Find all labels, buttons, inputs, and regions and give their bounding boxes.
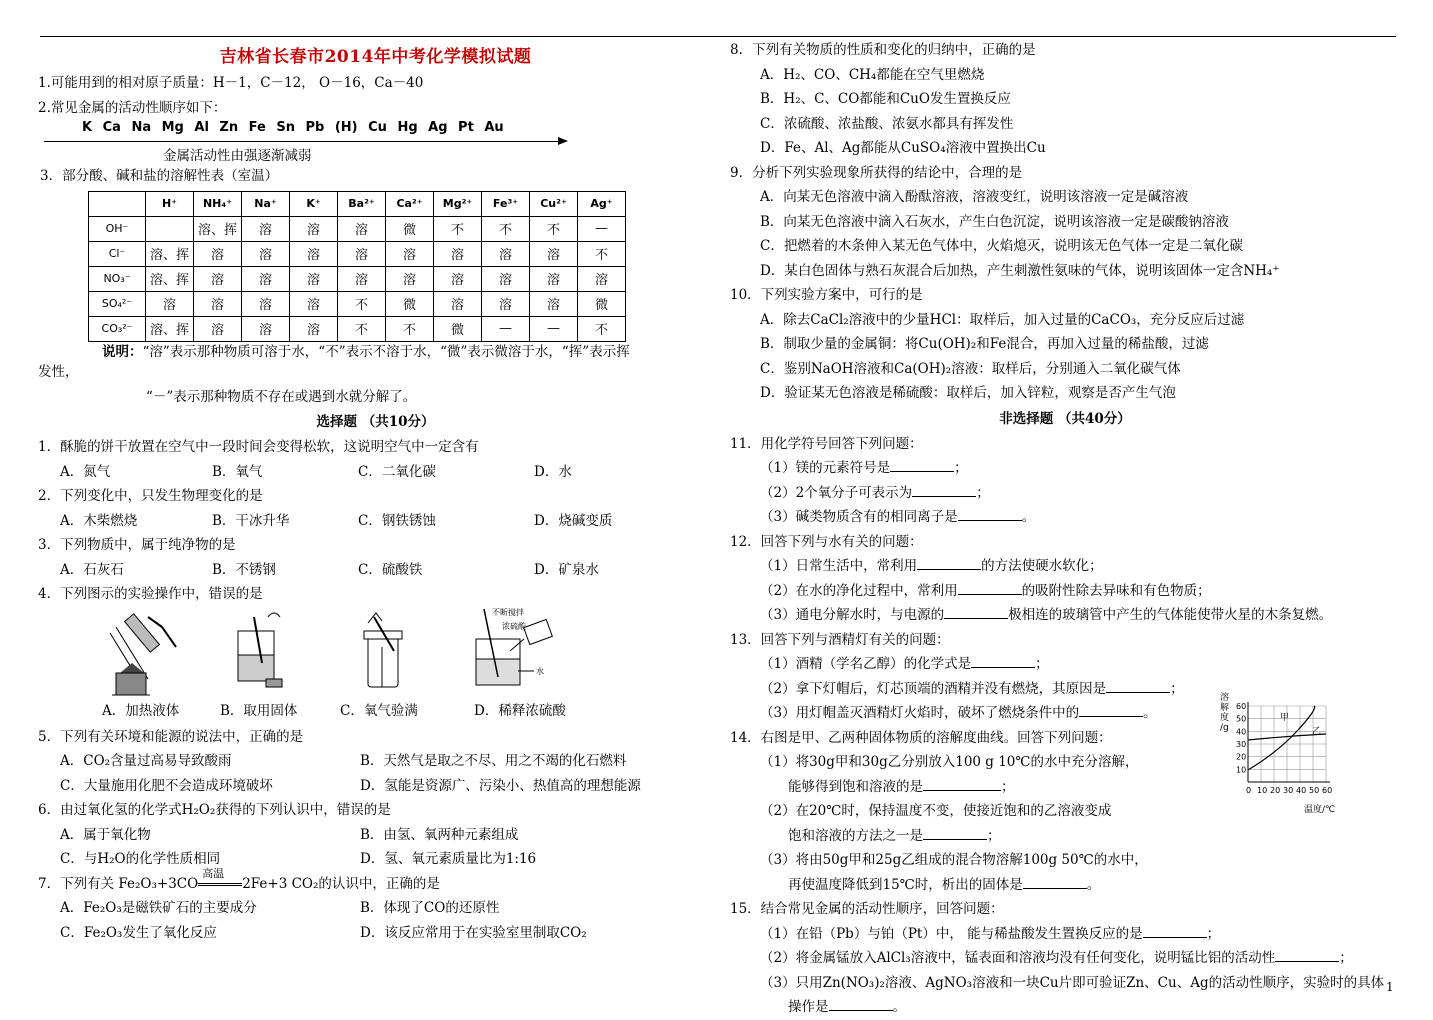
question-14-part-1b: 能够得到饱和溶液的是 ； <box>730 775 1400 800</box>
question-15-part-3a: （3）只用Zn(NO₃)₂溶液、AgNO₃溶液和一块Cu片即可验证Zn、Cu、Ag的活动性顺序，实验时的具体 <box>760 974 1385 991</box>
question-10-option-d: D．验证某无色溶液是稀硫酸：取样后，加入锌粒，观察是否产生气泡 <box>760 385 1176 401</box>
table-cell: 溶 <box>434 241 482 266</box>
table-cell: 溶 <box>482 266 530 291</box>
option-a: A．Fe₂O₃是磁铁矿石的主要成分 <box>60 900 257 916</box>
question-14-part-2a: （2）在20℃时，保持温度不变，使接近饱和的乙溶液变成 <box>760 803 1112 819</box>
q7-stem-part-b: 2Fe+3 CO₂的认识中，正确的是 <box>242 875 440 892</box>
answer-blank[interactable] <box>1106 678 1170 693</box>
question-12-part-2 <box>730 579 1400 604</box>
label-acid: 浓硫酸 <box>502 621 526 631</box>
q12-part-2-text-b: 的吸附性除去异味和有色物质； <box>1021 582 1211 599</box>
label-water: 水 <box>536 666 544 676</box>
q13-part-3-text: （3）用灯帽盖灭酒精灯火焰时，破坏了燃烧条件中的 <box>760 705 1080 721</box>
label-stirring: 不断搅拌 <box>492 607 524 617</box>
question-7-options-row-1 <box>38 896 713 921</box>
question-4-stem: 4．下列图示的实验操作中，错误的是 <box>38 586 263 602</box>
answer-blank[interactable] <box>958 506 1022 521</box>
reaction-condition <box>198 866 242 897</box>
table-cell: 溶 <box>338 216 386 241</box>
question-11-stem: 11．用化学符号回答下列问题： <box>730 435 923 452</box>
q14-part-2b-text: 饱和溶液的方法之一是 <box>788 827 923 844</box>
table-cell: 溶 <box>194 266 242 291</box>
table-header-row <box>89 191 626 216</box>
question-5-options-row-2 <box>38 774 713 799</box>
question-11-part-2: （2）2个氧分子可表示为 ； <box>730 481 1400 506</box>
table-cell: 微 <box>386 216 434 241</box>
y-tick: 10 <box>1236 765 1247 775</box>
q14-part-3b-text: 再使温度降低到15℃时，析出的固体是 <box>788 876 1023 893</box>
table-cell: 溶 <box>578 266 626 291</box>
question-15-part-3b: 操作是 。 <box>730 995 1400 1020</box>
question-13-part-3: （3）用灯帽盖灭酒精灯火焰时，破坏了燃烧条件中的 。 <box>730 701 1400 726</box>
table-cell: 溶 <box>146 291 194 316</box>
table-header-cell: Ca²⁺ <box>386 191 434 216</box>
q12-part-1-text-a: （1）日常生活中，常利用 <box>760 558 918 574</box>
table-header-cell <box>89 191 146 216</box>
table-cell: 微 <box>578 291 626 316</box>
table-cell: 不 <box>578 241 626 266</box>
table-cell <box>146 216 194 241</box>
table-cell: 溶 <box>530 266 578 291</box>
question-15-stem: 15．结合常见金属的活动性顺序，回答问题： <box>730 901 1004 917</box>
question-12-part-1 <box>730 554 1400 579</box>
answer-blank[interactable] <box>1023 874 1087 889</box>
table-cell: 不 <box>338 291 386 316</box>
q15-part-3b-text: 操作是 <box>788 999 829 1015</box>
graph-ylabel-1: 溶 <box>1220 693 1230 703</box>
section-heading-nonchoice: 非选择题 （共40分） <box>999 410 1131 427</box>
table-note-line-2: 发性， <box>38 364 79 380</box>
option-c: C．二氧化碳 <box>358 463 436 480</box>
question-9-option-b: B．向某无色溶液中滴入石灰水，产生白色沉淀，说明该溶液一定是碳酸钠溶液 <box>760 213 1229 230</box>
taking-solid-figure <box>228 607 298 699</box>
table-cell: — <box>530 316 578 341</box>
table-header-cell: Na⁺ <box>242 191 290 216</box>
diluting-acid-figure <box>468 607 578 699</box>
table-cell: 溶 <box>242 241 290 266</box>
table-cell: 溶 <box>290 266 338 291</box>
question-11-part-3: （3）碱类物质含有的相同离子是 。 <box>730 505 1400 530</box>
q11-part-3-text: （3）碱类物质含有的相同离子是 <box>760 509 958 525</box>
table-cell: 溶 <box>386 266 434 291</box>
table-cell: 溶 <box>194 241 242 266</box>
answer-blank[interactable] <box>971 653 1035 668</box>
table-cell: 溶 <box>338 266 386 291</box>
option-a: A．氮气 <box>60 463 111 480</box>
option-d: D．氢能是资源广、污染小、热值高的理想能源 <box>360 777 641 794</box>
metal-activity-series <box>38 120 713 164</box>
question-8-option-b: B．H₂、C、CO都能和CuO发生置换反应 <box>760 91 1011 107</box>
answer-blank[interactable] <box>890 457 954 472</box>
q14-part-1b-text: 能够得到饱和溶液的是 <box>788 778 923 795</box>
series-arrow-line <box>44 141 564 142</box>
table-cell: 溶 <box>338 241 386 266</box>
question-8-stem: 8．下列有关物质的性质和变化的归纳中，正确的是 <box>730 42 1036 58</box>
question-3-stem: 3．下列物质中，属于纯净物的是 <box>38 537 236 553</box>
graph-xlabel: 温度/℃ <box>1304 805 1336 815</box>
solubility-curve-graph <box>1218 690 1378 816</box>
question-10-option-b: B．制取少量的金属铜：将Cu(OH)₂和Fe混合，再加入过量的稀盐酸，过滤 <box>760 336 1209 352</box>
table-cell: 溶 <box>434 266 482 291</box>
table-cell: 微 <box>434 316 482 341</box>
q12-part-1-text-b: 的方法使硬水软化； <box>981 558 1103 574</box>
question-14-part-3a: （3）将由50g甲和25g乙组成的混合物溶解100g 50℃的水中， <box>760 852 1148 868</box>
table-cell: 不 <box>530 216 578 241</box>
question-13-part-1: （1）酒精（学名乙醇）的化学式是 ； <box>730 652 1400 677</box>
table-cell: 溶、挥 <box>146 241 194 266</box>
question-9-option-d: D．某白色固体与熟石灰混合后加热，产生刺激性氨味的气体，说明该固体一定含NH₄⁺ <box>760 262 1280 279</box>
table-header-cell: K⁺ <box>290 191 338 216</box>
table-header-cell: H⁺ <box>146 191 194 216</box>
answer-blank[interactable] <box>917 555 981 570</box>
oxygen-check-figure <box>354 607 414 699</box>
q12-part-3-text-b: 极相连的玻璃管中产生的气体能使带火星的木条复燃。 <box>1008 607 1333 623</box>
table-header-cell: Ag⁺ <box>578 191 626 216</box>
table-cell: 溶 <box>386 241 434 266</box>
question-7-options-row-2 <box>38 921 713 946</box>
metal-series-text: K Ca Na Mg Al Zn Fe Sn Pb (H) Cu Hg Ag Pt Au <box>82 120 504 135</box>
table-cell: 溶 <box>530 291 578 316</box>
y-tick: 20 <box>1236 752 1247 762</box>
question-14-part-3b: 再使温度降低到15℃时，析出的固体是 。 <box>730 873 1400 898</box>
table-row-header: NO₃⁻ <box>89 266 146 291</box>
table-cell: 溶 <box>434 291 482 316</box>
q12-part-3-text-a: （3）通电分解水时，与电源的 <box>760 607 945 623</box>
table-cell: 溶 <box>242 216 290 241</box>
q15-part-2-text: （2）将金属锰放入AlCl₃溶液中，锰表面和溶液均没有任何变化，说明锰比铝的活动性 <box>760 950 1276 966</box>
table-row-header: Cl⁻ <box>89 241 146 266</box>
question-9-option-a: A．向某无色溶液中滴入酚酞溶液，溶液变红，说明该溶液一定是碱溶液 <box>760 189 1189 205</box>
x-tick: 20 <box>1270 786 1281 795</box>
graph-ylabel-4: /g <box>1220 723 1229 733</box>
table-cell: 溶 <box>290 316 338 341</box>
table-row <box>89 241 626 266</box>
table-header-cell: Fe³⁺ <box>482 191 530 216</box>
table-cell: 溶 <box>290 241 338 266</box>
option-c: C．Fe₂O₃发生了氧化反应 <box>60 924 217 941</box>
table-row <box>89 266 626 291</box>
table-cell: 溶 <box>242 266 290 291</box>
q15-part-1-text: （1）在铅（Pb）与铂（Pt）中， 能与稀盐酸发生置换反应的是 <box>760 925 1143 942</box>
table-cell: 溶 <box>242 291 290 316</box>
question-14-stem: 14．右图是甲、乙两种固体物质的溶解度曲线。回答下列问题： <box>730 729 1112 746</box>
table-cell: 溶 <box>482 291 530 316</box>
y-tick: 60 <box>1236 702 1247 711</box>
option-c: C．与H₂O的化学性质相同 <box>60 851 221 867</box>
q11-part-2-text: （2）2个氧分子可表示为 <box>760 484 913 501</box>
answer-blank[interactable] <box>1079 702 1143 717</box>
question-4-figures <box>38 607 713 725</box>
option-b: B．氧气 <box>212 463 263 480</box>
q7-stem-part-a: 7．下列有关 Fe₂O₃+3CO <box>38 875 199 892</box>
option-c: C．硫酸铁 <box>358 561 423 578</box>
x-tick: 60 <box>1322 786 1333 795</box>
note-text-1: “溶”表示那种物质可溶于水，“不”表示不溶于水，“微”表示微溶于水，“挥”表示挥 <box>142 343 630 360</box>
table-cell: 不 <box>482 216 530 241</box>
question-15-part-1: （1）在铅（Pb）与铂（Pt）中， 能与稀盐酸发生置换反应的是 ； <box>730 922 1400 947</box>
table-cell: 溶、挥 <box>194 216 242 241</box>
page-title: 吉林省长春市2014年中考化学模拟试题 <box>219 47 532 67</box>
graph-ylabel-3: 度 <box>1220 713 1230 723</box>
table-row-header: SO₄²⁻ <box>89 291 146 316</box>
table-row <box>89 316 626 341</box>
question-3-options <box>38 558 713 583</box>
table-header-cell: Cu²⁺ <box>530 191 578 216</box>
figure-caption-c: C．氧气验满 <box>340 702 418 719</box>
option-b: B．干冰升华 <box>212 512 290 529</box>
q12-part-2-text-a: （2）在水的净化过程中，常利用 <box>760 582 958 599</box>
table-note-line-1 <box>38 340 713 365</box>
question-12-part-3 <box>730 603 1400 628</box>
answer-blank[interactable] <box>944 604 1008 619</box>
answer-blank[interactable] <box>923 776 1001 791</box>
x-tick: 50 <box>1309 786 1320 795</box>
table-note-line-3: “－”表示那种物质不存在或遇到水就分解了。 <box>146 388 417 405</box>
question-8-option-d: D．Fe、Al、Ag都能从CuSO₄溶液中置换出Cu <box>760 140 1046 156</box>
table-cell: 不 <box>338 316 386 341</box>
answer-blank[interactable] <box>829 996 893 1011</box>
q11-part-1-text: （1）镁的元素符号是 <box>760 460 891 476</box>
reaction-condition-label: 高温 <box>202 866 225 880</box>
intro-line-1: 1.可能用到的相对原子质量：H－1，C－12， O－16，Ca－40 <box>38 75 424 91</box>
option-a: A．属于氧化物 <box>60 826 151 843</box>
q13-part-1-text: （1）酒精（学名乙醇）的化学式是 <box>760 656 972 672</box>
option-c: C．钢铁锈蚀 <box>358 512 436 529</box>
x-tick: 40 <box>1296 786 1307 795</box>
solubility-table <box>88 191 626 342</box>
question-14-part-1a: （1）将30g甲和30g乙分别放入100 g 10℃的水中充分溶解， <box>760 754 1139 770</box>
question-12-stem: 12．回答下列与水有关的问题： <box>730 533 923 550</box>
question-8-option-a: A．H₂、CO、CH₄都能在空气里燃烧 <box>760 66 985 83</box>
question-10-stem: 10．下列实验方案中，可行的是 <box>730 287 923 303</box>
graph-y-ticks <box>1236 702 1246 774</box>
section-heading-choice: 选择题 （共10分） <box>316 414 435 430</box>
option-b: B．体现了CO的还原性 <box>360 900 500 916</box>
table-cell: 溶、挥 <box>146 266 194 291</box>
table-cell: 溶 <box>530 241 578 266</box>
y-tick: 50 <box>1236 714 1247 724</box>
curve-jia-label: 甲 <box>1280 713 1290 723</box>
question-9-stem: 9．分析下列实验现象所获得的结论中，合理的是 <box>730 164 1023 181</box>
table-cell: — <box>482 316 530 341</box>
table-cell: — <box>578 216 626 241</box>
option-d: D．矿泉水 <box>534 561 599 578</box>
question-5-stem: 5．下列有关环境和能源的说法中，正确的是 <box>38 728 304 745</box>
table-header-cell: Ba²⁺ <box>338 191 386 216</box>
option-b: B．不锈钢 <box>212 561 276 578</box>
q13-part-2-text: （2）拿下灯帽后，灯芯顶端的酒精并没有燃烧，其原因是 <box>760 680 1107 697</box>
left-column <box>38 38 713 945</box>
table-cell: 不 <box>434 216 482 241</box>
metal-series-caption: 金属活动性由强逐渐减弱 <box>163 148 312 164</box>
intro-line-3: 3．部分酸、碱和盐的溶解性表（室温） <box>40 168 279 184</box>
table-row <box>89 291 626 316</box>
figure-caption-d: D．稀释浓硫酸 <box>474 702 566 719</box>
answer-blank[interactable] <box>1143 923 1207 938</box>
table-cell: 溶、挥 <box>146 316 194 341</box>
question-13-stem: 13．回答下列与酒精灯有关的问题： <box>730 631 950 648</box>
table-cell: 溶 <box>482 241 530 266</box>
header-rule <box>40 36 1396 37</box>
y-tick: 30 <box>1236 740 1247 749</box>
graph-ylabel-2: 解 <box>1220 703 1230 713</box>
table-cell: 溶 <box>194 316 242 341</box>
table-cell: 微 <box>386 291 434 316</box>
question-6-stem: 6．由过氧化氢的化学式H₂O₂获得的下列认识中，错误的是 <box>38 802 391 818</box>
question-11-part-1: （1）镁的元素符号是 ； <box>730 456 1400 481</box>
question-6-options-row-2 <box>38 847 713 872</box>
question-2-options <box>38 509 713 534</box>
right-column <box>730 38 1400 1020</box>
x-tick: 0 <box>1246 786 1252 795</box>
question-1-stem: 1．酥脆的饼干放置在空气中一段时间会变得松软，这说明空气中一定含有 <box>38 439 479 455</box>
page-number: 1 <box>1386 980 1394 994</box>
question-13-part-2: （2）拿下灯帽后，灯芯顶端的酒精并没有燃烧，其原因是 ； <box>730 677 1400 702</box>
question-10-option-a: A．除去CaCl₂溶液中的少量HCl：取样后，加入过量的CaCO₃，充分反应后过滤 <box>760 311 1245 328</box>
table-cell: 溶 <box>242 316 290 341</box>
table-row-header: OH⁻ <box>89 216 146 241</box>
option-c: C．大量施用化肥不会造成环境破坏 <box>60 777 273 794</box>
question-14-part-2b: 饱和溶液的方法之一是 ； <box>730 824 1400 849</box>
option-d: D．水 <box>534 463 572 480</box>
table-cell: 不 <box>386 316 434 341</box>
option-b: B．天然气是取之不尽、用之不竭的化石燃料 <box>360 753 627 769</box>
figure-caption-b: B．取用固体 <box>220 702 298 719</box>
table-cell: 溶 <box>290 291 338 316</box>
heating-liquid-figure <box>98 607 188 699</box>
curve-yi-label: 乙 <box>1312 727 1322 737</box>
answer-blank[interactable] <box>912 482 976 497</box>
table-cell: 不 <box>578 316 626 341</box>
option-d: D．烧碱变质 <box>534 512 613 529</box>
table-row <box>89 216 626 241</box>
series-arrow-head-icon <box>558 137 568 145</box>
answer-blank[interactable] <box>958 580 1022 595</box>
intro-line-2: 2.常见金属的活动性顺序如下： <box>38 99 227 116</box>
question-2-stem: 2．下列变化中，只发生物理变化的是 <box>38 488 263 504</box>
table-header-cell: NH₄⁺ <box>194 191 242 216</box>
table-cell: 溶 <box>290 216 338 241</box>
question-6-options-row-1 <box>38 823 713 848</box>
option-d: D．氢、氧元素质量比为1:16 <box>360 851 537 867</box>
x-tick: 10 <box>1257 786 1268 795</box>
note-label: 说明： <box>102 343 143 360</box>
answer-blank[interactable] <box>1275 947 1339 962</box>
option-a: A．木柴燃烧 <box>60 512 138 529</box>
option-d: D．该反应常用于在实验室里制取CO₂ <box>360 924 587 941</box>
x-tick: 30 <box>1283 786 1294 795</box>
question-10-option-c: C．鉴别NaOH溶液和Ca(OH)₂溶液：取样后，分别通入二氧化碳气体 <box>760 360 1181 377</box>
question-9-option-c: C．把燃着的木条伸入某无色气体中，火焰熄灭，说明该无色气体一定是二氧化碳 <box>760 238 1243 254</box>
graph-x-ticks <box>1246 786 1332 795</box>
option-a: A．CO₂含量过高易导致酸雨 <box>60 753 232 769</box>
question-7-stem <box>38 866 713 897</box>
option-b: B．由氢、氧两种元素组成 <box>360 826 519 843</box>
table-header-cell: Mg²⁺ <box>434 191 482 216</box>
question-5-options-row-1 <box>38 749 713 774</box>
figure-caption-a: A．加热液体 <box>102 702 180 719</box>
table-row-header: CO₃²⁻ <box>89 316 146 341</box>
question-15-part-2: （2）将金属锰放入AlCl₃溶液中，锰表面和溶液均没有任何变化，说明锰比铝的活动性 ； <box>730 946 1400 971</box>
y-tick: 40 <box>1236 727 1247 737</box>
table-cell: 溶 <box>194 291 242 316</box>
answer-blank[interactable] <box>923 825 987 840</box>
question-1-options <box>38 460 713 485</box>
option-a: A．石灰石 <box>60 561 124 578</box>
question-8-option-c: C．浓硫酸、浓盐酸、浓氨水都具有挥发性 <box>760 115 1014 132</box>
